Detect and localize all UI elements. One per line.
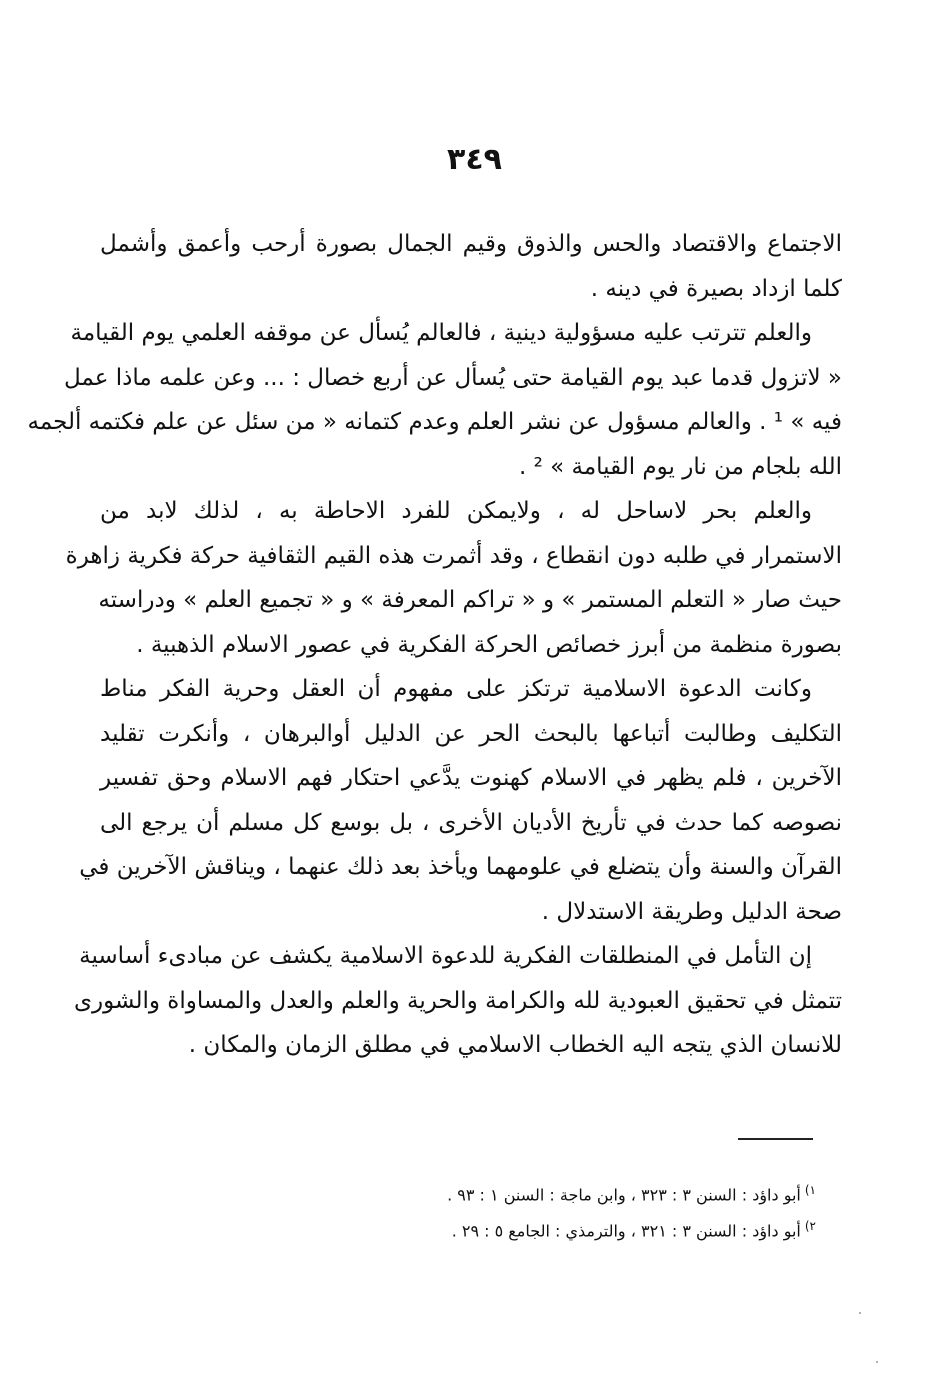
paragraph-line: الاجتماع والاقتصاد والحس والذوق وقيم الجمال بصورة أرحب وأعمق وأشمل xyxy=(100,231,842,257)
paragraph-line: وكانت الدعوة الاسلامية ترتكز على مفهوم أن العقل وحرية الفكر مناط xyxy=(100,676,812,702)
paragraph-line: والعلم بحر لاساحل له ، ولايمكن للفرد الاحاطة به ، لذلك لابد من xyxy=(100,498,812,524)
paragraph-line: الآخرين ، فلم يظهر في الاسلام كهنوت يدَّعي احتكار فهم الاسلام وحق تفسير xyxy=(100,765,842,791)
footnote-marker: ٢) xyxy=(804,1219,816,1233)
paragraph-line: التكليف وطالبت أتباعها بالبحث الحر عن الدليل أوالبرهان ، وأنكرت تقليد xyxy=(100,720,842,747)
body-text xyxy=(27,222,842,1068)
paragraph-line: الاستمرار في طلبه دون انقطاع ، وقد أثمرت هذه القيم الثقافية حركة فكرية زاهرة xyxy=(65,542,842,569)
paragraph-line: القرآن والسنة وأن يتضلع في علومهما ويأخذ بعد ذلك عنهما ، ويناقش الآخرين في xyxy=(79,854,842,880)
footnote xyxy=(300,1208,816,1244)
paragraph-line: « لاتزول قدما عبد يوم القيامة حتى يُسأل عن أربع خصال : ... وعن علمه ماذا عمل xyxy=(64,364,842,391)
footnote-text: أبو داؤد : السنن ٣ : ٣٢٣ ، وابن ماجة : السنن ١ : ٩٣ . xyxy=(447,1185,801,1205)
footnotes xyxy=(300,1172,816,1244)
paragraph-line: تتمثل في تحقيق العبودية لله والكرامة والحرية والعلم والعدل والمساواة والشورى xyxy=(73,987,842,1014)
footnote-marker: ١) xyxy=(804,1183,816,1197)
footnote xyxy=(300,1172,816,1208)
paragraph-line: حيث صار « التعلم المستمر » و « تراكم المعرفة » و « تجميع العلم » ودراسته xyxy=(98,587,842,613)
paragraph-line: إن التأمل في المنطلقات الفكرية للدعوة الاسلامية يكشف عن مبادىء أساسية xyxy=(79,943,812,969)
scan-speck xyxy=(859,1312,861,1314)
paragraph-line: فيه » ¹ . والعالم مسؤول عن نشر العلم وعدم كتمانه « من سئل عن علم فكتمه ألجمه xyxy=(27,409,842,435)
footnote-divider xyxy=(738,1138,813,1140)
paragraph-line: نصوصه كما حدث في تأريخ الأديان الأخرى ، بل بوسع كل مسلم أن يرجع الى xyxy=(100,809,842,836)
page-number: ٣٤٩ xyxy=(447,142,502,177)
paragraph-line: صحة الدليل وطريقة الاستدلال . xyxy=(541,898,842,925)
paragraph-line: والعلم تترتب عليه مسؤولية دينية ، فالعالم يُسأل عن موقفه العلمي يوم القيامة xyxy=(70,320,812,346)
paragraph-line: الله بلجام من نار يوم القيامة » ² . xyxy=(518,453,842,480)
scan-speck xyxy=(876,1361,878,1363)
paragraph-line: للانسان الذي يتجه اليه الخطاب الاسلامي في مطلق الزمان والمكان . xyxy=(188,1032,842,1058)
paragraph-line: كلما ازداد بصيرة في دينه . xyxy=(590,275,842,302)
footnote-text: أبو داؤد : السنن ٣ : ٣٢١ ، والترمذي : الجامع ٥ : ٢٩ . xyxy=(451,1221,801,1241)
paragraph-line: بصورة منظمة من أبرز خصائص الحركة الفكرية في عصور الاسلام الذهبية . xyxy=(136,631,842,658)
